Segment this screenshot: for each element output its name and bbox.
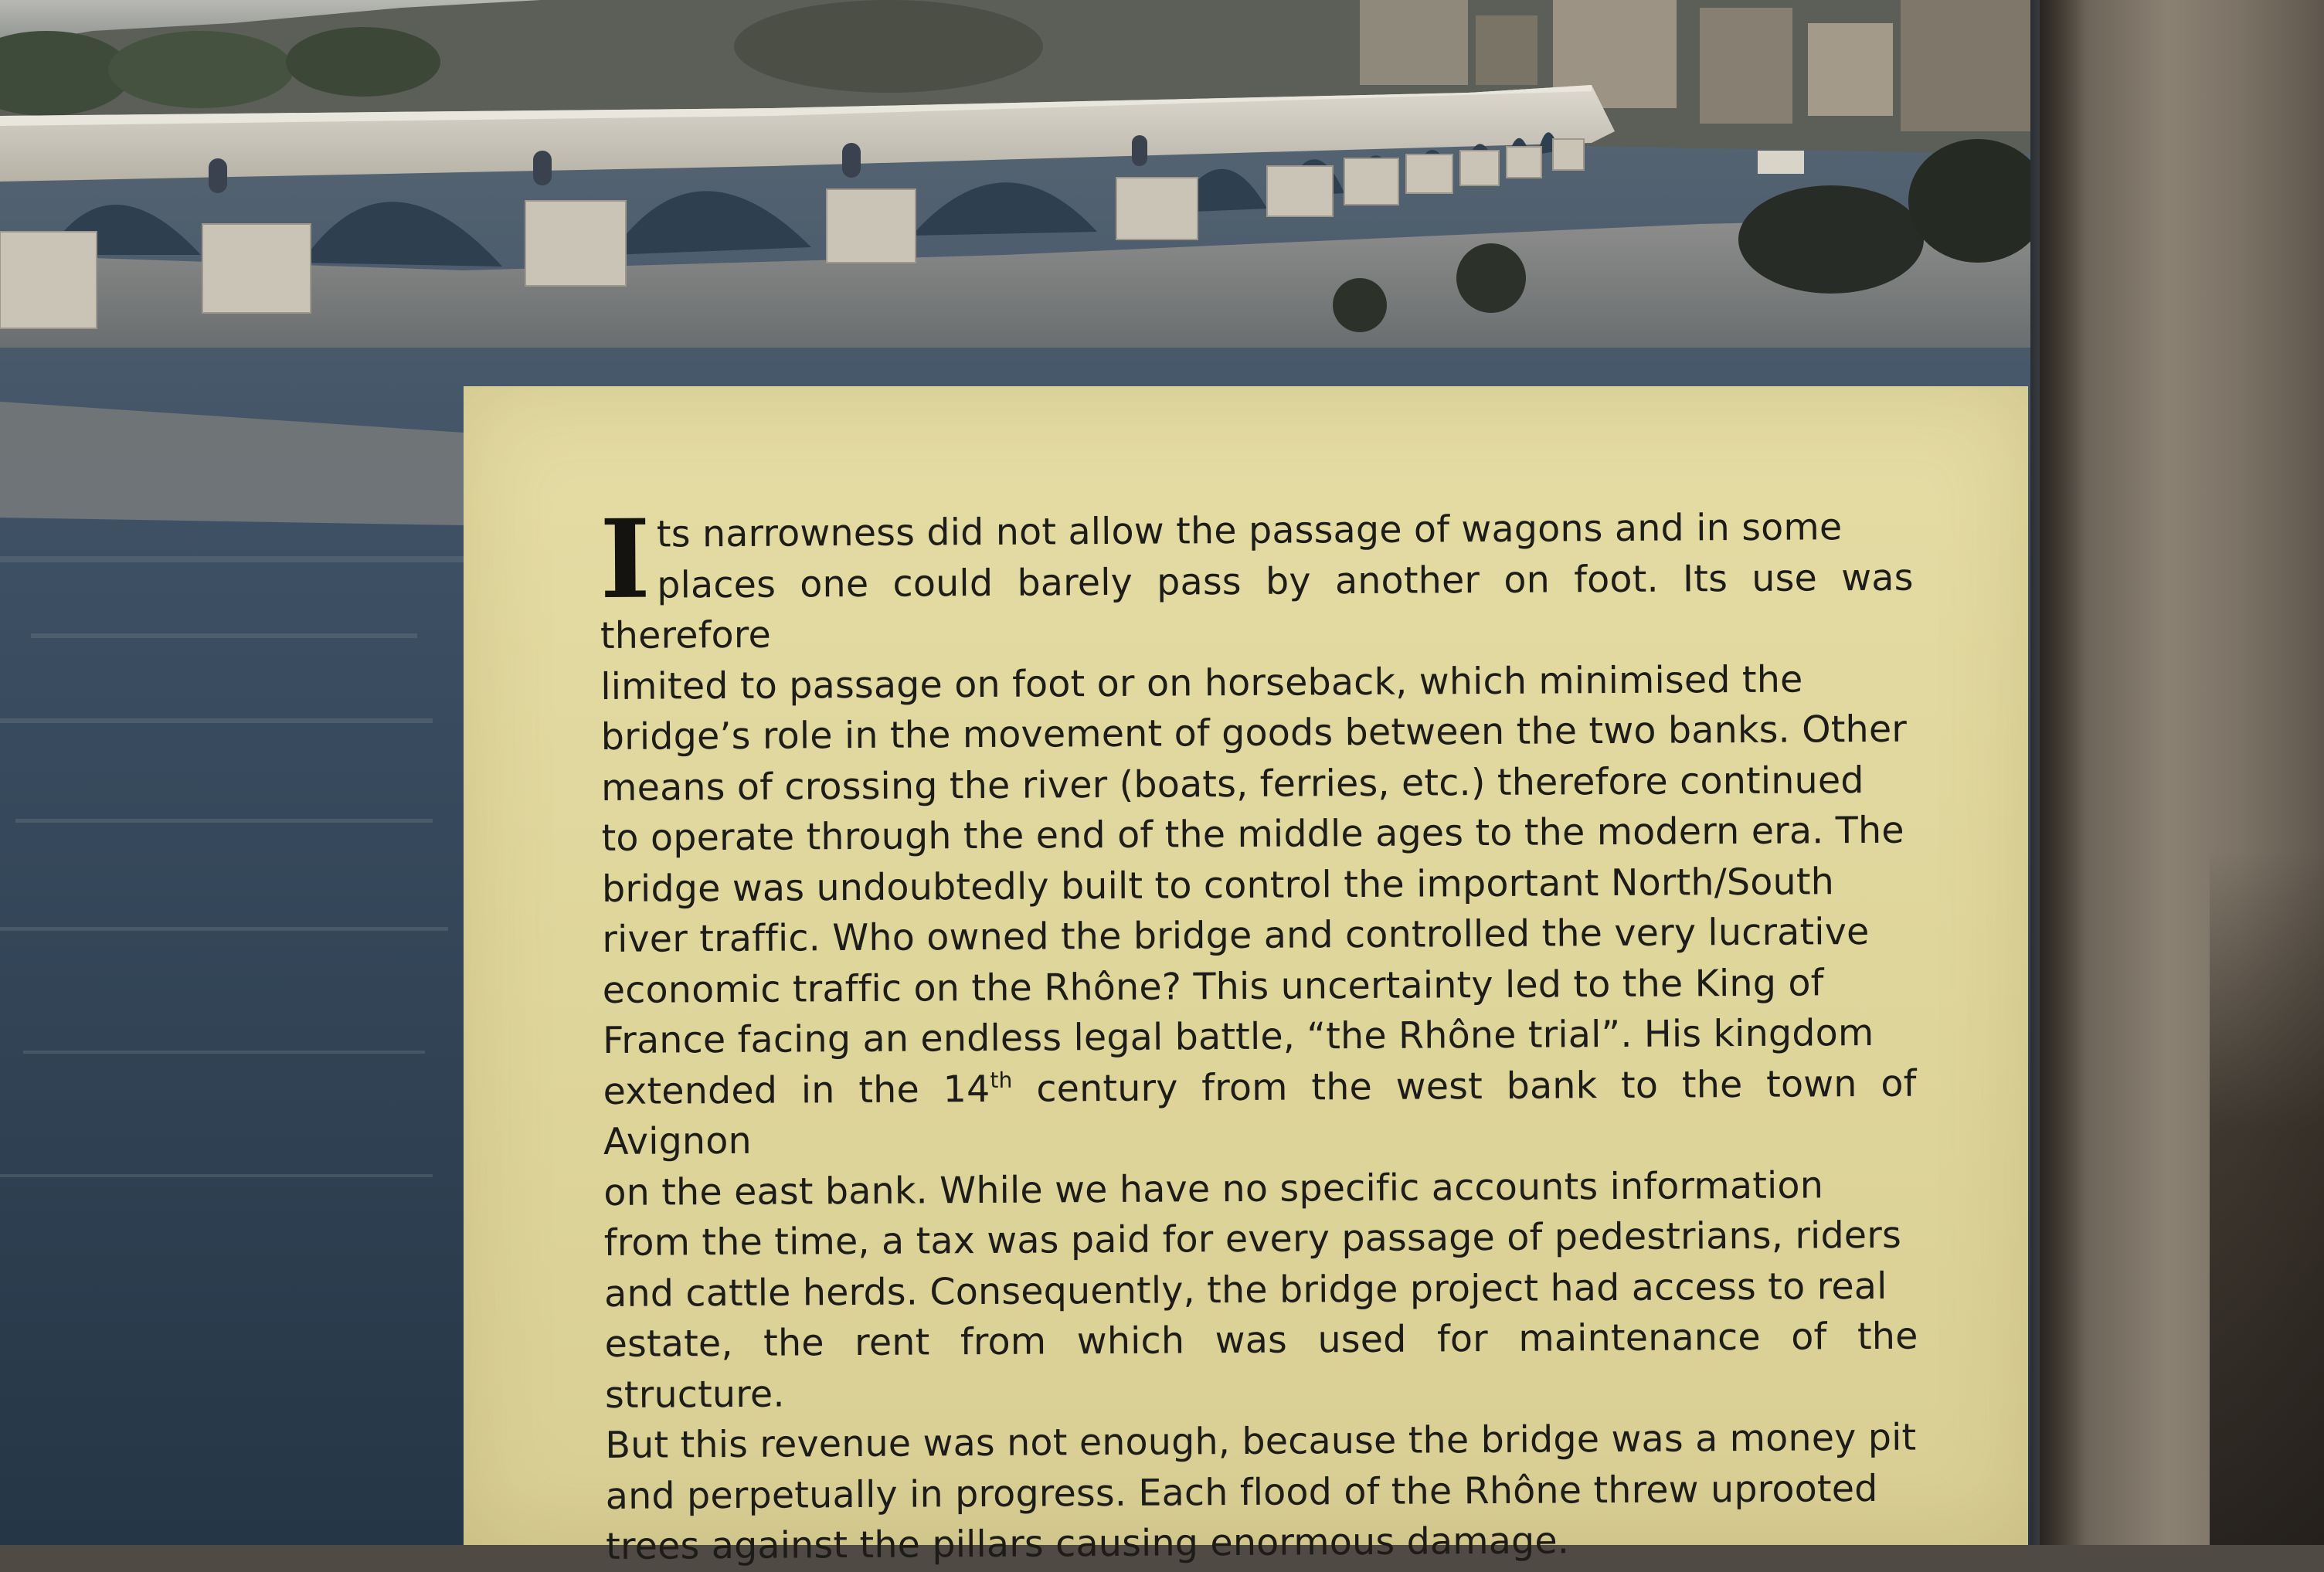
text-line: limited to passage on foot or on horseback, which minimised the bbox=[600, 657, 1803, 708]
text-line: on the east bank. While we have no specific accounts information bbox=[603, 1163, 1824, 1214]
text-line: river traffic. Who owned the bridge and controlled the very lucrative bbox=[602, 910, 1870, 961]
century-before: extended in the 14 bbox=[603, 1068, 990, 1113]
drop-cap: I bbox=[599, 496, 651, 623]
wall-shadow bbox=[2040, 0, 2086, 1545]
text-line: ts narrowness did not allow the passage of wagons and in some bbox=[656, 506, 1843, 556]
text-line-century bbox=[603, 1058, 1917, 1167]
text-line: bridge was undoubtedly built to control the important North/South bbox=[601, 860, 1835, 911]
text-line: and cattle herds. Consequently, the bridge project had access to real bbox=[604, 1265, 1887, 1316]
wall-dark-corner bbox=[2210, 850, 2324, 1545]
text-line: estate, the rent from which was used for maintenance of the structure. bbox=[604, 1315, 1918, 1417]
century-superscript: th bbox=[990, 1067, 1013, 1093]
text-line: places one could barely pass by another on foot. Its use was therefore bbox=[600, 556, 1914, 657]
century-after: century from the west bank to the town of Avignon bbox=[603, 1062, 1917, 1163]
text-line: But this revenue was not enough, because the bridge was a money pit bbox=[605, 1416, 1917, 1467]
text-line: trees against the pillars causing enormous damage. bbox=[606, 1519, 1570, 1568]
text-line: means of crossing the river (boats, ferries, etc.) therefore continued bbox=[601, 759, 1864, 810]
text-line: and perpetually in progress. Each flood of the Rhône threw uprooted bbox=[605, 1467, 1878, 1518]
text-line: bridge’s role in the movement of goods between the two banks. Other bbox=[600, 708, 1908, 759]
text-line: economic traffic on the Rhône? This uncertainty led to the King of bbox=[602, 961, 1824, 1012]
text-line: from the time, a tax was paid for every passage of pedestrians, riders bbox=[603, 1214, 1902, 1265]
text-line: France facing an endless legal battle, “the Rhône trial”. His kingdom bbox=[603, 1011, 1874, 1062]
text-line: to operate through the end of the middle ages to the modern era. The bbox=[601, 809, 1904, 860]
panel-body-text bbox=[599, 496, 1919, 1572]
